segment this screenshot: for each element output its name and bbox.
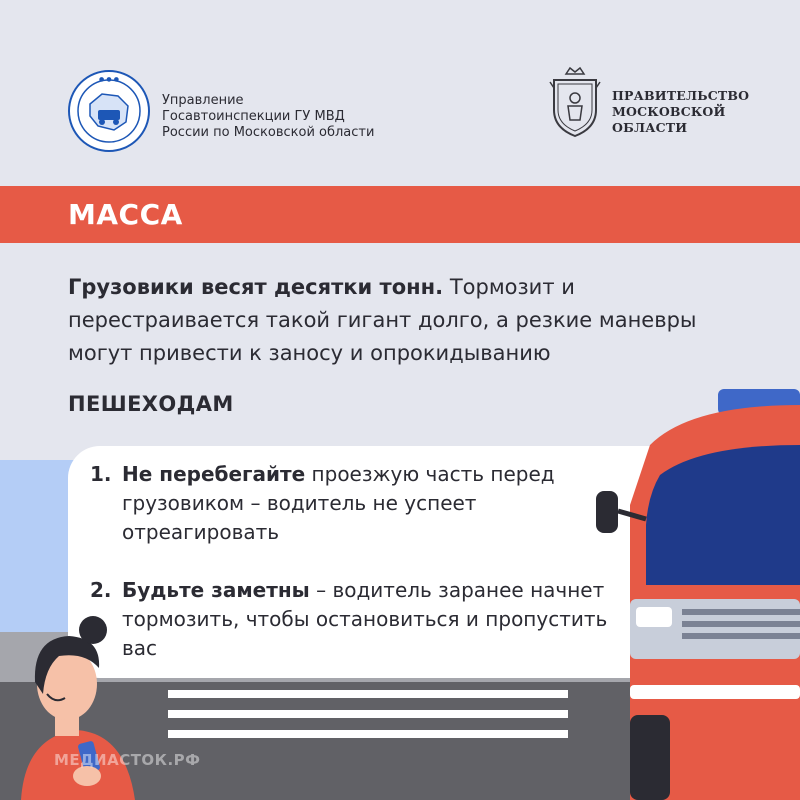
item-rest: – водитель заранее начнет тормозить, чтобы остановиться и пропустить вас [122, 578, 608, 660]
crosswalk-stripe [168, 710, 568, 718]
watermark: МЕДИАСТОК.РФ [54, 751, 201, 769]
item-rest: проезжую часть перед грузовиком – водитель не успеет отреагировать [122, 462, 555, 544]
advice-item [90, 576, 610, 663]
gibdd-title-line: Госавтоинспекции ГУ МВД [162, 109, 345, 124]
gibdd-title-line: Управление [162, 93, 244, 108]
gov-title [612, 88, 749, 136]
truck-illustration [590, 385, 800, 800]
section-title: МАССА [68, 198, 183, 231]
item-number: 2. [90, 578, 112, 602]
intro-bold: Грузовики весят десятки тонн. [68, 275, 444, 299]
gibdd-title-line: России по Московской области [162, 125, 375, 140]
item-text [90, 460, 610, 547]
item-bold: Не перебегайте [122, 462, 306, 486]
advice-item [90, 460, 610, 547]
intro-rest: Тормозит и перестраивается такой гигант долго, а резкие маневры могут привести к заносу и опрокидыванию [68, 275, 697, 365]
svg-text:● ● ●: ● ● ● [99, 76, 119, 83]
item-bold: Будьте заметны [122, 578, 310, 602]
item-text [90, 576, 610, 663]
crosswalk-stripe [168, 690, 568, 698]
intro-paragraph [68, 271, 758, 370]
item-number: 1. [90, 462, 112, 486]
woman-illustration [15, 608, 165, 800]
gov-title-line: МОСКОВСКОЙ [612, 104, 726, 119]
gibdd-emblem-icon [68, 70, 150, 152]
crosswalk-stripe [168, 730, 568, 738]
subheading: ПЕШЕХОДАМ [68, 392, 234, 416]
moscow-region-coat-of-arms-icon [548, 66, 602, 138]
gov-title-line: ПРАВИТЕЛЬСТВО [612, 88, 750, 103]
gibdd-title [162, 93, 374, 141]
gov-title-line: ОБЛАСТИ [612, 120, 688, 135]
